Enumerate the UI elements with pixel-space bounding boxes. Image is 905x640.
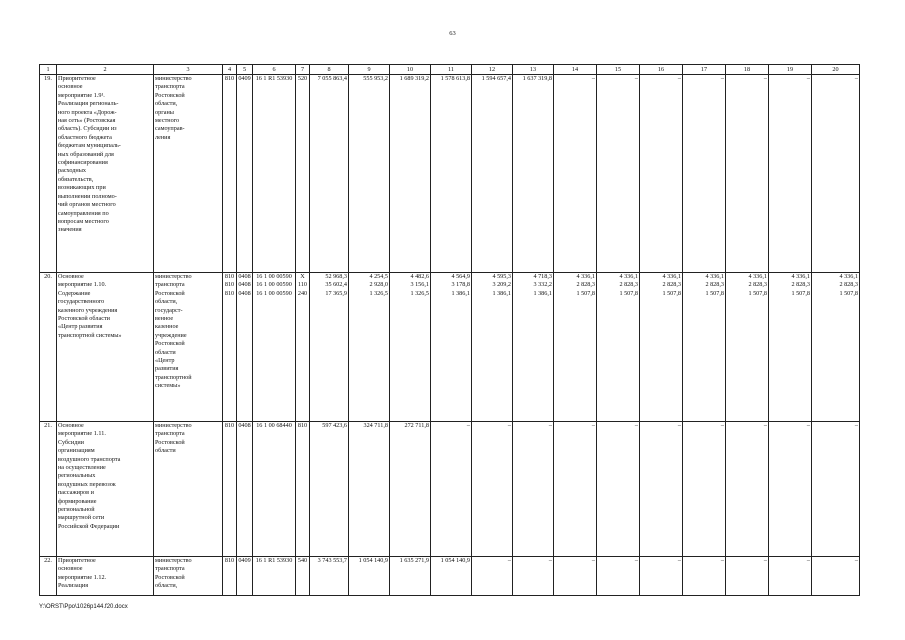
value-cell <box>597 557 640 596</box>
cell-value: 35 602,4 <box>325 281 347 289</box>
description-line: мероприятие 1.10. <box>58 281 107 289</box>
cell-value: 110 <box>297 281 308 289</box>
cell-value: 1 637 319,8 <box>522 75 552 82</box>
row-number: 22. <box>40 557 57 596</box>
value-cell <box>597 75 640 273</box>
executor-line: транспорта <box>155 281 185 289</box>
cell-value: 1 507,8 <box>619 289 638 297</box>
executor-line: области, <box>155 582 178 590</box>
header-row <box>40 65 860 75</box>
executor-line: транспорта <box>155 430 185 438</box>
cell-value: 16 1 00 00590 <box>256 289 292 297</box>
value-cell <box>726 273 769 422</box>
value-cell <box>683 273 726 422</box>
cell-value: 0408 <box>238 289 251 297</box>
cell-value: 4 564,9 <box>451 273 470 280</box>
cell-value: 1 386,1 <box>533 289 552 297</box>
value-cell <box>640 557 683 596</box>
description-line: мероприятие 1.11. <box>58 430 106 438</box>
column-header: 2 <box>57 65 154 75</box>
value-cell <box>296 557 310 596</box>
value-cell <box>223 557 237 596</box>
value-cell <box>472 557 513 596</box>
column-header: 3 <box>154 65 223 75</box>
cell-value: – <box>466 422 470 429</box>
description-line: Основное <box>58 273 84 280</box>
description-line: региональных <box>58 472 96 480</box>
cell-value: 4 336,1 <box>576 273 595 280</box>
cell-value: – <box>763 557 767 564</box>
cell-value: 240 <box>297 289 308 297</box>
file-path-footer: Y:\ORST\Ppo\1026p144.f20.docx <box>39 604 128 610</box>
cell-value: – <box>591 75 595 82</box>
column-header: 15 <box>597 65 640 75</box>
executor-line: области, <box>155 100 178 108</box>
cell-value: 1 326,5 <box>369 289 388 297</box>
value-cell <box>513 422 554 557</box>
cell-value: 2 828,3 <box>839 281 858 289</box>
cell-value: 540 <box>297 557 308 564</box>
description-line: выполнении полномо- <box>58 192 117 200</box>
description-line: мероприятие 1.9¹. <box>58 91 105 99</box>
value-cell <box>390 75 431 273</box>
value-cell <box>683 557 726 596</box>
cell-value: 1 507,8 <box>705 289 724 297</box>
value-cell <box>310 422 349 557</box>
description-line: формирование <box>58 497 97 505</box>
value-cell <box>310 273 349 422</box>
executor-line: Ростовской <box>155 573 185 581</box>
executor-line: «Центр <box>155 357 175 365</box>
value-cell <box>390 273 431 422</box>
cell-value: 0408 <box>238 281 251 289</box>
column-header: 7 <box>296 65 310 75</box>
value-cell <box>237 75 253 273</box>
value-cell <box>597 422 640 557</box>
cell-value: – <box>507 557 511 564</box>
cell-value: 1 386,1 <box>492 289 511 297</box>
executor <box>154 422 223 557</box>
value-cell <box>296 273 310 422</box>
description-line: Основное <box>58 422 84 429</box>
description-line: Приоритетное <box>58 75 96 82</box>
cell-value: 1 507,8 <box>791 289 810 297</box>
description-line: область). Субсидии из <box>58 125 117 133</box>
description-line: региональной <box>58 506 95 514</box>
description-line: Российской Федерации <box>58 522 120 530</box>
description-line: транспортной системы» <box>58 331 122 339</box>
row-number: 20. <box>40 273 57 422</box>
cell-value: Х <box>300 273 305 280</box>
column-header: 16 <box>640 65 683 75</box>
description-line: возникающих при <box>58 184 106 192</box>
executor-line: Ростовской <box>155 289 185 297</box>
cell-value: 4 254,5 <box>369 273 388 280</box>
value-cell <box>296 75 310 273</box>
cell-value: – <box>591 557 595 564</box>
executor-line: учреждение <box>155 331 187 339</box>
cell-value: 810 <box>224 557 235 564</box>
description-line: значения <box>58 226 82 234</box>
cell-value: 17 365,9 <box>325 289 347 297</box>
cell-value: – <box>763 422 767 429</box>
description-line: основное <box>58 83 83 91</box>
value-cell <box>640 422 683 557</box>
description-line: софинансирования <box>58 159 108 167</box>
executor-line: венное <box>155 315 174 323</box>
column-header: 12 <box>472 65 513 75</box>
cell-value: 1 326,5 <box>410 289 429 297</box>
value-cell <box>640 75 683 273</box>
description-line: маршрутной сети <box>58 514 105 522</box>
cell-value: 16 1 R1 53930 <box>255 75 293 82</box>
value-cell <box>769 273 812 422</box>
row-number: 21. <box>40 422 57 557</box>
executor-line: органы <box>155 108 174 116</box>
description-line: ных образований для <box>58 150 114 158</box>
activity-description <box>57 422 154 557</box>
executor-line: системы» <box>155 382 181 390</box>
executor-line: транспорта <box>155 83 185 91</box>
value-cell <box>726 422 769 557</box>
cell-value: 1 507,8 <box>662 289 681 297</box>
executor-line: области <box>155 447 176 455</box>
value-cell <box>513 273 554 422</box>
value-cell <box>431 557 472 596</box>
executor-line: области, <box>155 298 178 306</box>
cell-value: 16 1 R1 53930 <box>255 557 293 564</box>
description-line: вопросам местного <box>58 217 109 225</box>
description-line: пассажиров и <box>58 489 94 497</box>
value-cell <box>390 422 431 557</box>
cell-value: 2 828,3 <box>576 281 595 289</box>
value-cell <box>472 75 513 273</box>
cell-value: 1 689 319,2 <box>399 75 429 82</box>
cell-value: 4 482,6 <box>410 273 429 280</box>
value-cell <box>812 273 860 422</box>
description-line: самоуправления по <box>58 209 109 217</box>
page-number: 63 <box>449 30 456 37</box>
description-line: бюджетам муниципаль- <box>58 142 121 150</box>
cell-value: – <box>854 557 858 564</box>
column-header: 19 <box>769 65 812 75</box>
value-cell <box>812 422 860 557</box>
description-line: Реализация региональ- <box>58 100 119 108</box>
cell-value: – <box>806 422 810 429</box>
cell-value: – <box>677 557 681 564</box>
value-cell <box>390 557 431 596</box>
description-line: основное <box>58 565 83 573</box>
description-line: Реализация <box>58 582 89 590</box>
column-header: 18 <box>726 65 769 75</box>
cell-value: 4 336,1 <box>748 273 767 280</box>
column-header: 9 <box>349 65 390 75</box>
value-cell <box>513 75 554 273</box>
executor-line: Ростовской <box>155 91 185 99</box>
value-cell <box>349 273 390 422</box>
cell-value: 4 336,1 <box>705 273 724 280</box>
value-cell <box>253 557 296 596</box>
row-number: 19. <box>40 75 57 273</box>
cell-value: 2 828,3 <box>705 281 724 289</box>
cell-value: 1 507,8 <box>748 289 767 297</box>
column-header: 8 <box>310 65 349 75</box>
executor <box>154 273 223 422</box>
executor-line: транспорта <box>155 565 185 573</box>
cell-value: – <box>806 557 810 564</box>
cell-value: 4 718,3 <box>533 273 552 280</box>
cell-value: 2 828,3 <box>619 281 638 289</box>
cell-value: 1 635 271,9 <box>399 557 429 564</box>
cell-value: 810 <box>224 289 235 297</box>
description-line: ная сеть» (Ростовская <box>58 117 116 125</box>
cell-value: – <box>806 75 810 82</box>
column-header: 4 <box>223 65 237 75</box>
value-cell <box>349 557 390 596</box>
cell-value: – <box>634 422 638 429</box>
executor-line: самоуправ- <box>155 125 185 133</box>
value-cell <box>253 75 296 273</box>
cell-value: 1 386,1 <box>451 289 470 297</box>
cell-value: 4 336,1 <box>619 273 638 280</box>
cell-value: – <box>854 75 858 82</box>
description-line: «Центр развития <box>58 323 103 331</box>
value-cell <box>683 422 726 557</box>
value-cell <box>237 422 253 557</box>
cell-value: 0409 <box>238 75 251 82</box>
value-cell <box>310 75 349 273</box>
column-header: 6 <box>253 65 296 75</box>
cell-value: – <box>720 422 724 429</box>
executor-line: министерство <box>155 557 192 564</box>
cell-value: 810 <box>224 281 235 289</box>
cell-value: 52 968,3 <box>325 273 347 280</box>
value-cell <box>223 273 237 422</box>
value-cell <box>223 75 237 273</box>
value-cell <box>640 273 683 422</box>
column-header: 14 <box>554 65 597 75</box>
column-header: 20 <box>812 65 860 75</box>
value-cell <box>513 557 554 596</box>
description-line: организациям <box>58 447 95 455</box>
cell-value: 0408 <box>238 273 251 280</box>
cell-value: 4 336,1 <box>662 273 681 280</box>
value-cell <box>554 273 597 422</box>
cell-value: 4 336,1 <box>839 273 858 280</box>
cell-value: 810 <box>297 422 308 429</box>
value-cell <box>683 75 726 273</box>
description-line: воздушного транспорта <box>58 455 121 463</box>
description-line: казенного учреждения <box>58 306 118 314</box>
executor-line: министерство <box>155 273 192 280</box>
description-line: Субсидии <box>58 438 84 446</box>
cell-value: – <box>548 422 552 429</box>
cell-value: 520 <box>297 75 308 82</box>
table-row <box>40 557 860 596</box>
table-row <box>40 75 860 273</box>
value-cell <box>769 75 812 273</box>
executor-line: области <box>155 348 176 356</box>
executor-line: транспортной <box>155 373 192 381</box>
value-cell <box>769 557 812 596</box>
cell-value: 16 1 00 00590 <box>256 273 292 280</box>
description-line: государственного <box>58 298 105 306</box>
column-header: 11 <box>431 65 472 75</box>
executor-line: Ростовской <box>155 438 185 446</box>
cell-value: – <box>720 557 724 564</box>
description-line: ного проекта «Дорож- <box>58 108 117 116</box>
table-row <box>40 422 860 557</box>
value-cell <box>812 75 860 273</box>
cell-value: – <box>591 422 595 429</box>
executor-line: ления <box>155 133 171 141</box>
cell-value: 7 055 863,4 <box>317 75 347 82</box>
value-cell <box>554 422 597 557</box>
value-cell <box>472 273 513 422</box>
cell-value: 3 156,1 <box>410 281 429 289</box>
column-header: 5 <box>237 65 253 75</box>
value-cell <box>253 422 296 557</box>
description-line: на осуществление <box>58 464 106 472</box>
cell-value: 1 054 140,9 <box>358 557 388 564</box>
cell-value: 555 953,2 <box>363 75 388 82</box>
cell-value: – <box>720 75 724 82</box>
cell-value: 324 711,8 <box>363 422 388 429</box>
cell-value: – <box>634 557 638 564</box>
cell-value: – <box>507 422 511 429</box>
cell-value: 0409 <box>238 557 251 564</box>
executor-line: казенное <box>155 323 179 331</box>
value-cell <box>431 75 472 273</box>
executor-line: министерство <box>155 422 192 429</box>
cell-value: 1 594 657,4 <box>481 75 511 82</box>
activity-description <box>57 557 154 596</box>
description-line: чий органов местного <box>58 201 116 209</box>
cell-value: 272 711,8 <box>404 422 429 429</box>
cell-value: 16 1 00 00590 <box>256 281 292 289</box>
description-line: мероприятие 1.12. <box>58 573 107 581</box>
cell-value: – <box>854 422 858 429</box>
cell-value: – <box>677 422 681 429</box>
cell-value: 2 828,3 <box>662 281 681 289</box>
value-cell <box>812 557 860 596</box>
value-cell <box>472 422 513 557</box>
cell-value: 1 578 613,8 <box>440 75 470 82</box>
value-cell <box>769 422 812 557</box>
cell-value: 1 507,8 <box>576 289 595 297</box>
description-line: Содержание <box>58 289 91 297</box>
column-header: 17 <box>683 65 726 75</box>
value-cell <box>726 75 769 273</box>
executor-line: государст- <box>155 306 183 314</box>
cell-value: 1 054 140,9 <box>440 557 470 564</box>
activity-description <box>57 75 154 273</box>
value-cell <box>554 75 597 273</box>
cell-value: 16 1 00 68440 <box>256 422 292 429</box>
value-cell <box>237 557 253 596</box>
cell-value: – <box>677 75 681 82</box>
value-cell <box>349 75 390 273</box>
description-line: Приоритетное <box>58 557 96 564</box>
description-line: областного бюджета <box>58 133 112 141</box>
cell-value: 4 336,1 <box>791 273 810 280</box>
cell-value: – <box>548 557 552 564</box>
column-header: 13 <box>513 65 554 75</box>
cell-value: 3 743 553,7 <box>317 557 347 564</box>
value-cell <box>726 557 769 596</box>
executor-line: министерство <box>155 75 192 82</box>
cell-value: 810 <box>224 422 235 429</box>
value-cell <box>310 557 349 596</box>
description-line: Ростовской области <box>58 315 110 323</box>
cell-value: – <box>763 75 767 82</box>
value-cell <box>253 273 296 422</box>
cell-value: 3 178,8 <box>451 281 470 289</box>
executor-line: Ростовской <box>155 340 185 348</box>
budget-table <box>39 64 860 596</box>
activity-description <box>57 273 154 422</box>
value-cell <box>431 273 472 422</box>
cell-value: 2 828,3 <box>791 281 810 289</box>
value-cell <box>554 557 597 596</box>
value-cell <box>431 422 472 557</box>
value-cell <box>223 422 237 557</box>
cell-value: 0408 <box>238 422 251 429</box>
cell-value: 810 <box>224 273 235 280</box>
description-line: обязательств, <box>58 175 94 183</box>
column-header: 10 <box>390 65 431 75</box>
column-header: 1 <box>40 65 57 75</box>
value-cell <box>296 422 310 557</box>
table-row <box>40 273 860 422</box>
description-line: воздушных перевозок <box>58 480 116 488</box>
executor <box>154 557 223 596</box>
value-cell <box>597 273 640 422</box>
executor-line: развития <box>155 365 179 373</box>
cell-value: 2 928,0 <box>369 281 388 289</box>
cell-value: 597 423,6 <box>322 422 347 429</box>
executor-line: местного <box>155 117 180 125</box>
description-line: расходных <box>58 167 86 175</box>
cell-value: 1 507,8 <box>839 289 858 297</box>
executor <box>154 75 223 273</box>
cell-value: 2 828,3 <box>748 281 767 289</box>
value-cell <box>349 422 390 557</box>
value-cell <box>237 273 253 422</box>
cell-value: 3 209,2 <box>492 281 511 289</box>
cell-value: 4 595,3 <box>492 273 511 280</box>
cell-value: – <box>634 75 638 82</box>
cell-value: 3 332,2 <box>533 281 552 289</box>
cell-value: 810 <box>224 75 235 82</box>
